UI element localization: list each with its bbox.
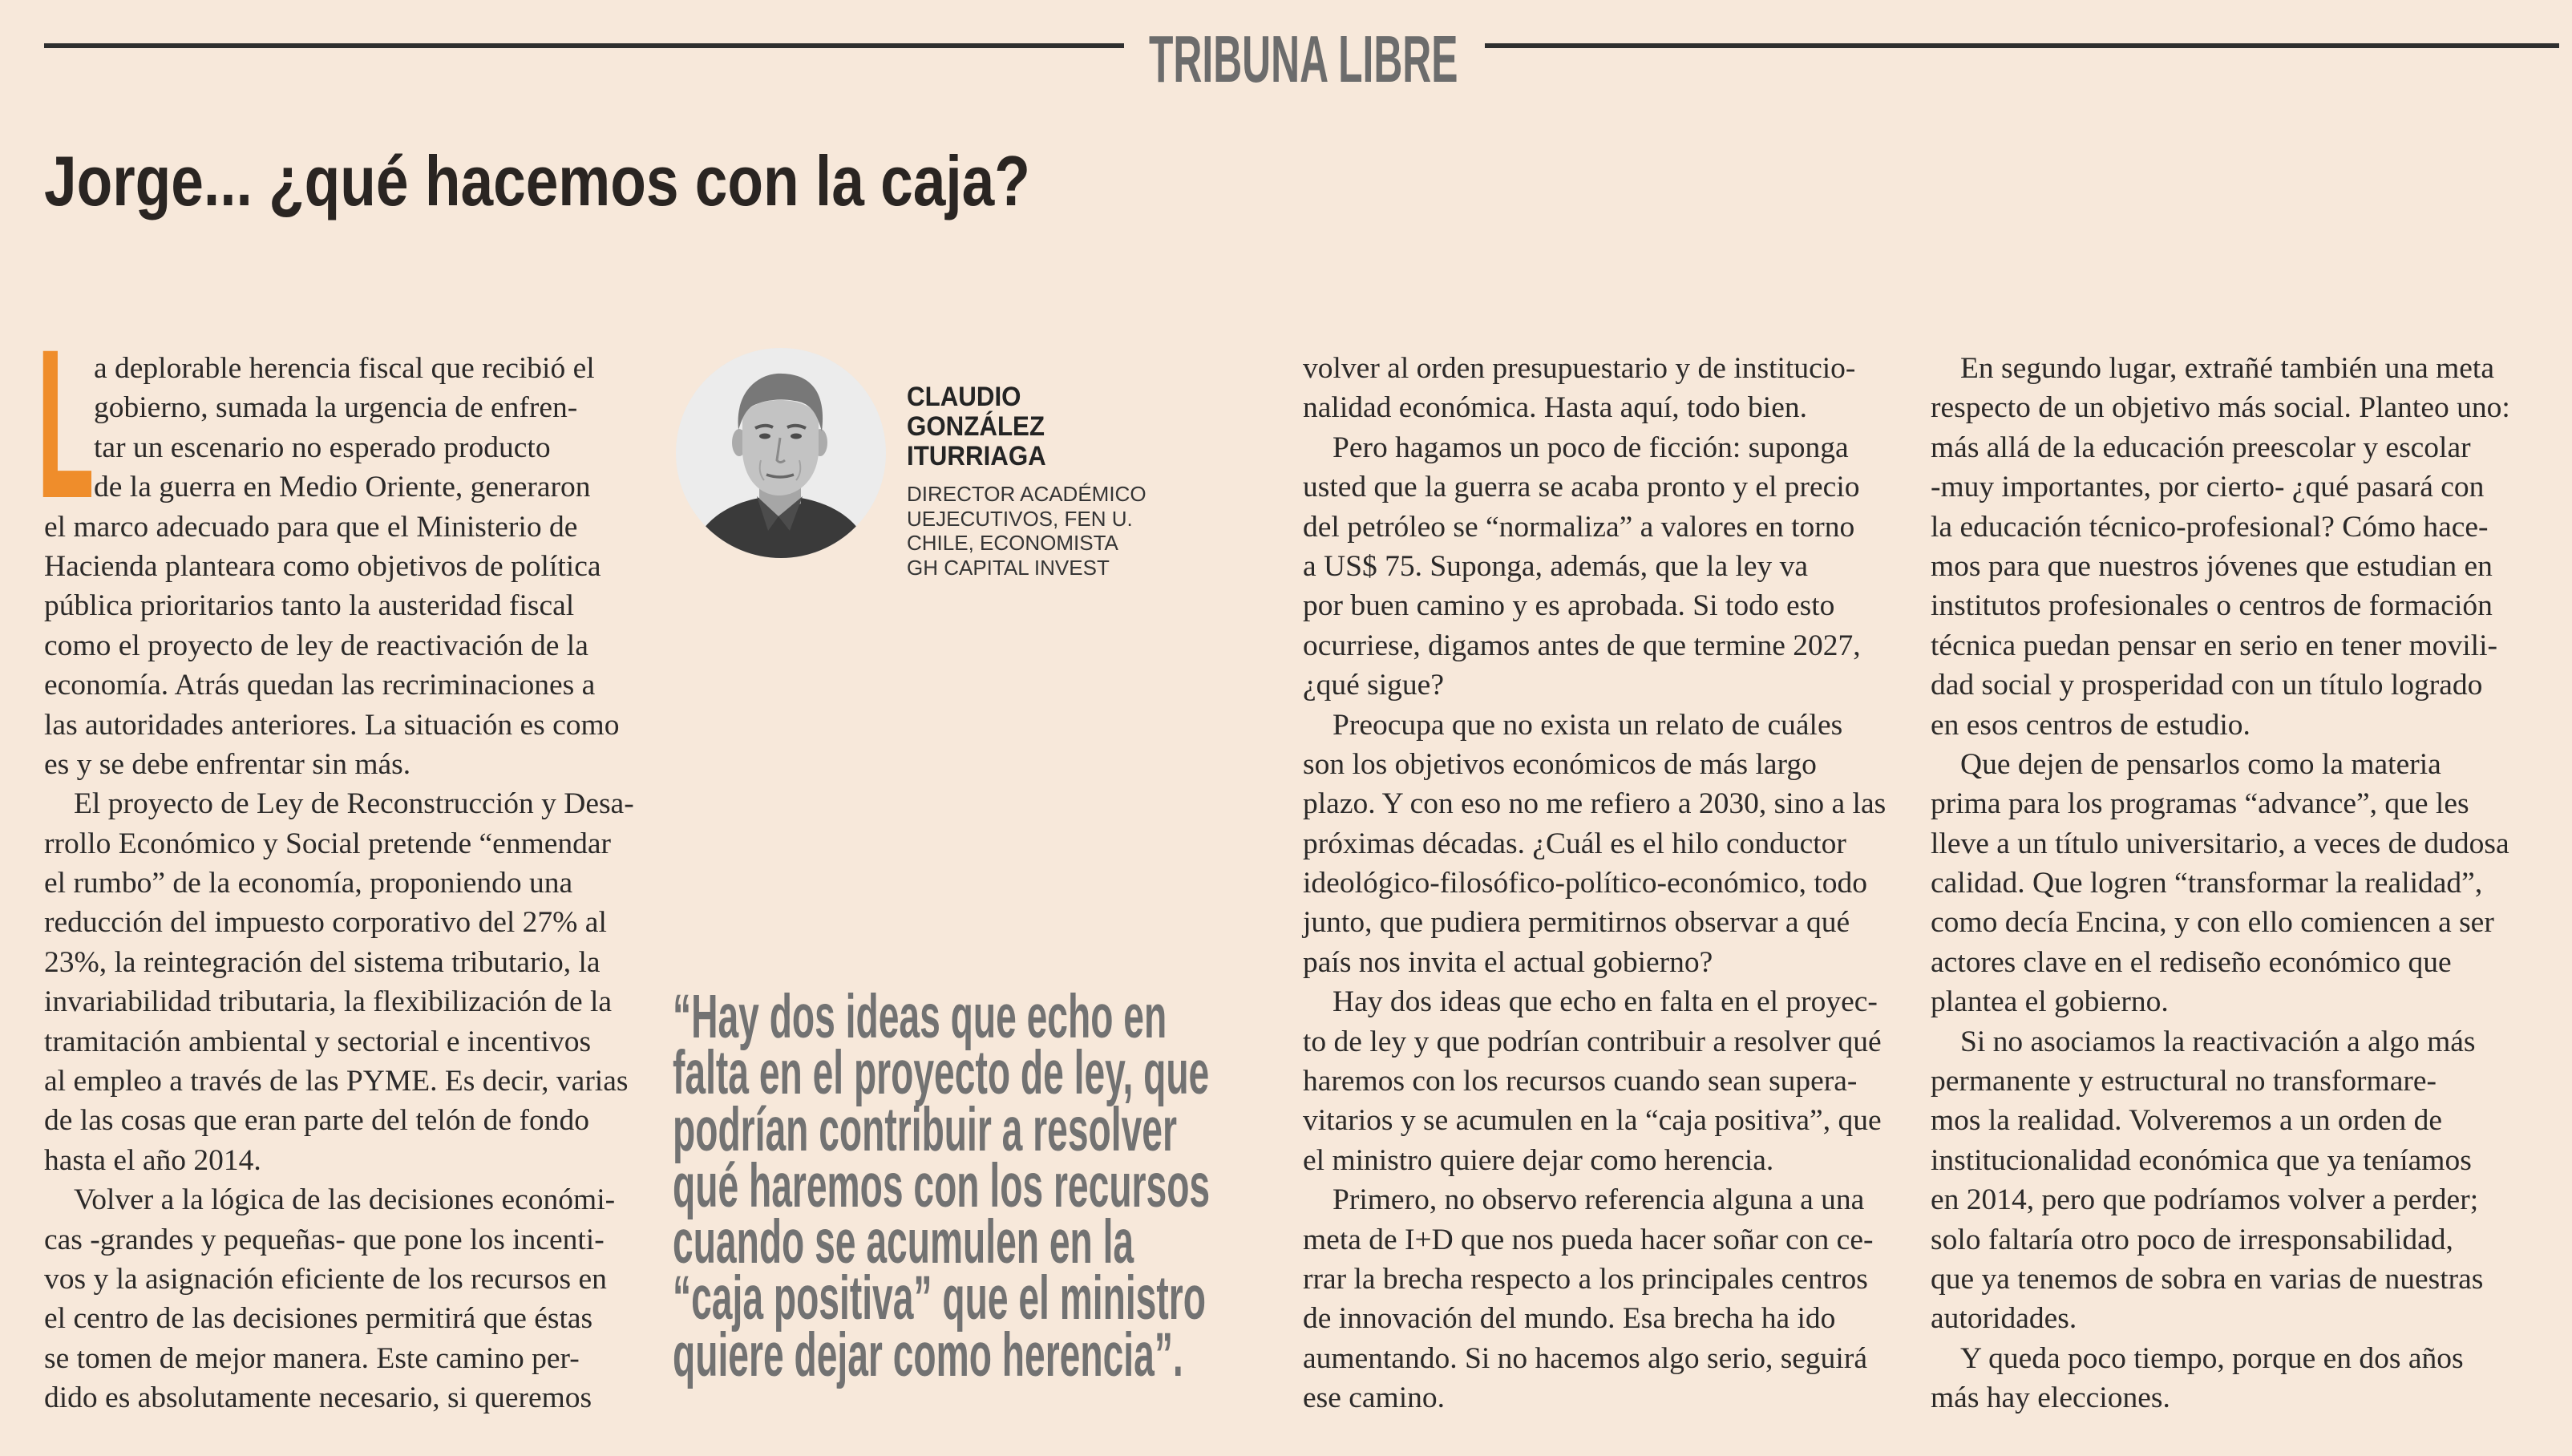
text-line: aumentando. Si no hacemos algo serio, seguirá <box>1303 1341 1867 1375</box>
author-name-line: ITURRIAGA <box>907 441 1046 471</box>
text-line: en 2014, pero que podríamos volver a perder; <box>1931 1183 2479 1217</box>
text-line: tar un escenario no esperado producto <box>94 431 551 464</box>
text-line: actores clave en el rediseño económico que <box>1931 945 2452 979</box>
text-line: como el proyecto de ley de reactivación de la <box>44 629 588 662</box>
text-line: prima para los programas “advance”, que les <box>1931 787 2469 821</box>
text-line: Si no asociamos la reactivación a algo más <box>1960 1025 2476 1058</box>
pull-quote <box>673 982 1211 1389</box>
text-line: hasta el año 2014. <box>44 1143 261 1177</box>
text-line: junto, que pudiera permitirnos observar a qué <box>1303 906 1850 940</box>
author-role-line: DIRECTOR ACADÉMICO <box>907 482 1146 506</box>
text-line: tramitación ambiental y sectorial e incentivos <box>44 1025 592 1058</box>
text-line: ese camino. <box>1303 1381 1446 1415</box>
paragraph <box>1931 1339 2528 1418</box>
text-line: plazo. Y con eso no me refiero a 2030, sino a las <box>1303 787 1887 821</box>
pull-quote-line: “Hay dos ideas que echo en <box>673 982 1167 1051</box>
pull-quote-line: “caja positiva” que el ministro <box>673 1264 1206 1333</box>
author-name <box>907 382 1046 471</box>
text-line: Pero hagamos un poco de ficción: suponga <box>1333 431 1849 464</box>
paragraph <box>1303 982 1900 1180</box>
text-line: dad social y prosperidad con un título logrado <box>1931 669 2483 702</box>
text-line: más allá de la educación preescolar y escolar <box>1931 431 2471 464</box>
text-line: son los objetivos económicos de más largo <box>1303 747 1817 781</box>
paragraph <box>1931 745 2528 1022</box>
paragraph <box>1303 349 1900 428</box>
text-line: el ministro quiere dejar como herencia. <box>1303 1143 1774 1177</box>
article-column-1 <box>44 349 641 1418</box>
text-line: la educación técnico-profesional? Cómo hace- <box>1931 510 2489 544</box>
text-line: se tomen de mejor manera. Este camino per- <box>44 1341 580 1375</box>
author-role <box>907 482 1146 580</box>
author-role-line: GH CAPITAL INVEST <box>907 556 1110 580</box>
text-line: a deplorable herencia fiscal que recibió el <box>94 352 595 385</box>
text-line: técnica puedan pensar en serio en tener movili- <box>1931 629 2497 662</box>
text-line: Preocupa que no exista un relato de cuáles <box>1333 708 1843 742</box>
paragraph <box>1931 349 2528 745</box>
text-line: país nos invita el actual gobierno? <box>1303 945 1713 979</box>
author-name-line: CLAUDIO <box>907 382 1021 412</box>
text-line: que ya tenemos de sobra en varias de nuestras <box>1931 1262 2484 1296</box>
text-line: El proyecto de Ley de Reconstrucción y Desa- <box>74 787 634 821</box>
text-line: 23%, la reintegración del sistema tributario, la <box>44 945 601 979</box>
text-line: de innovación del mundo. Esa brecha ha ido <box>1303 1302 1836 1336</box>
text-line: to de ley y que podrían contribuir a resolver qué <box>1303 1025 1882 1058</box>
text-line: cas -grandes y pequeñas- que pone los incenti- <box>44 1223 605 1256</box>
text-line: calidad. Que logren “transformar la realidad”, <box>1931 867 2483 900</box>
article-column-3 <box>1931 349 2528 1418</box>
text-line: nalidad económica. Hasta aquí, todo bien. <box>1303 391 1807 425</box>
paragraph <box>1303 706 1900 983</box>
text-line: rrar la brecha respecto a los principales centros <box>1303 1262 1868 1296</box>
paragraph <box>44 349 641 784</box>
text-line: institutos profesionales o centros de formación <box>1931 589 2493 623</box>
paragraph <box>44 784 641 1180</box>
text-line: mos para que nuestros jóvenes que estudian en <box>1931 549 2493 583</box>
pull-quote-line: cuando se acumulen en la <box>673 1207 1134 1277</box>
text-line: autoridades. <box>1931 1302 2077 1336</box>
text-line: volver al orden presupuestario y de institucio- <box>1303 352 1856 385</box>
header-rule-right <box>1485 43 2559 48</box>
text-line: -muy importantes, por cierto- ¿qué pasará con <box>1931 471 2485 504</box>
text-line: Hacienda planteara como objetivos de política <box>44 549 601 583</box>
text-line: Hay dos ideas que echo en falta en el proyec- <box>1333 985 1878 1019</box>
text-line: el centro de las decisiones permitirá que éstas <box>44 1302 593 1336</box>
text-line: del petróleo se “normaliza” a valores en torno <box>1303 510 1855 544</box>
article-column-2 <box>1303 349 1900 1418</box>
text-line: meta de I+D que nos pueda hacer soñar con ce- <box>1303 1223 1874 1256</box>
text-line: usted que la guerra se acaba pronto y el precio <box>1303 471 1860 504</box>
text-line: al empleo a través de las PYME. Es decir, varias <box>44 1065 629 1098</box>
text-line: economía. Atrás quedan las recriminaciones a <box>44 669 596 702</box>
paragraph <box>1303 428 1900 706</box>
text-line: lleve a un título universitario, a veces de dudosa <box>1931 827 2509 860</box>
paragraph <box>1931 1022 2528 1339</box>
author-role-line: CHILE, ECONOMISTA <box>907 531 1118 556</box>
text-line: reducción del impuesto corporativo del 27% al <box>44 906 607 940</box>
drop-cap: L <box>38 308 94 540</box>
pull-quote-line: quiere dejar como herencia”. <box>673 1320 1183 1389</box>
text-line: En segundo lugar, extrañé también una meta <box>1960 352 2494 385</box>
paragraph <box>44 1180 641 1418</box>
text-line: como decía Encina, y con ello comiencen a ser <box>1931 906 2494 940</box>
text-line: por buen camino y es aprobada. Si todo esto <box>1303 589 1835 623</box>
text-line: de las cosas que eran parte del telón de fondo <box>44 1104 589 1138</box>
text-line: vitarios y se acumulen en la “caja positiva”, que <box>1303 1104 1882 1138</box>
text-line: mos la realidad. Volveremos a un orden de <box>1931 1104 2443 1138</box>
text-line: de la guerra en Medio Oriente, generaron <box>94 471 591 504</box>
text-line: permanente y estructural no transformare- <box>1931 1065 2437 1098</box>
text-line: el rumbo” de la economía, proponiendo una <box>44 867 573 900</box>
text-line: Primero, no observo referencia alguna a una <box>1333 1183 1865 1217</box>
text-line: Volver a la lógica de las decisiones económi- <box>74 1183 616 1217</box>
pull-quote-line: podrían contribuir a resolver <box>673 1094 1177 1164</box>
paragraph <box>1303 1180 1900 1418</box>
header-rule-left <box>44 43 1124 48</box>
text-line: respecto de un objetivo más social. Planteo uno: <box>1931 391 2510 425</box>
text-line: a US$ 75. Suponga, además, que la ley va <box>1303 549 1809 583</box>
text-line: invariabilidad tributaria, la flexibilización de la <box>44 985 613 1019</box>
author-name-line: GONZÁLEZ <box>907 411 1045 442</box>
text-line: dido es absolutamente necesario, si queremos <box>44 1381 592 1415</box>
text-line: ideológico-filosófico-político-económico, todo <box>1303 867 1867 900</box>
pull-quote-line: qué haremos con los recursos <box>673 1151 1211 1220</box>
text-line: Que dejen de pensarlos como la materia <box>1960 747 2441 781</box>
text-line: vos y la asignación eficiente de los recursos en <box>44 1262 607 1296</box>
text-line: rrollo Económico y Social pretende “enmendar <box>44 827 612 860</box>
text-line: pública prioritarios tanto la austeridad fiscal <box>44 589 575 623</box>
text-line: institucionalidad económica que ya teníamos <box>1931 1143 2472 1177</box>
text-line: haremos con los recursos cuando sean supera- <box>1303 1065 1858 1098</box>
author-role-line: UEJECUTIVOS, FEN U. <box>907 506 1133 531</box>
text-line: próximas décadas. ¿Cuál es el hilo conductor <box>1303 827 1846 860</box>
text-line: ¿qué sigue? <box>1303 669 1444 702</box>
text-line: las autoridades anteriores. La situación es como <box>44 708 620 742</box>
text-line: Y queda poco tiempo, porque en dos años <box>1960 1341 2464 1375</box>
text-line: más hay elecciones. <box>1931 1381 2170 1415</box>
author-photo <box>676 348 886 558</box>
text-line: gobierno, sumada la urgencia de enfren- <box>94 391 578 425</box>
text-line: el marco adecuado para que el Ministerio de <box>44 510 578 544</box>
text-line: solo faltaría otro poco de irresponsabilidad, <box>1931 1223 2453 1256</box>
headline: Jorge... ¿qué hacemos con la caja? <box>44 141 1030 220</box>
pull-quote-line: falta en el proyecto de ley, que <box>673 1038 1210 1108</box>
text-line: plantea el gobierno. <box>1931 985 2169 1019</box>
text-line: en esos centros de estudio. <box>1931 708 2250 742</box>
text-line: ocurriese, digamos antes de que termine 2027, <box>1303 629 1861 662</box>
section-label: TRIBUNA LIBRE <box>1149 22 1458 96</box>
text-line: es y se debe enfrentar sin más. <box>44 747 411 781</box>
